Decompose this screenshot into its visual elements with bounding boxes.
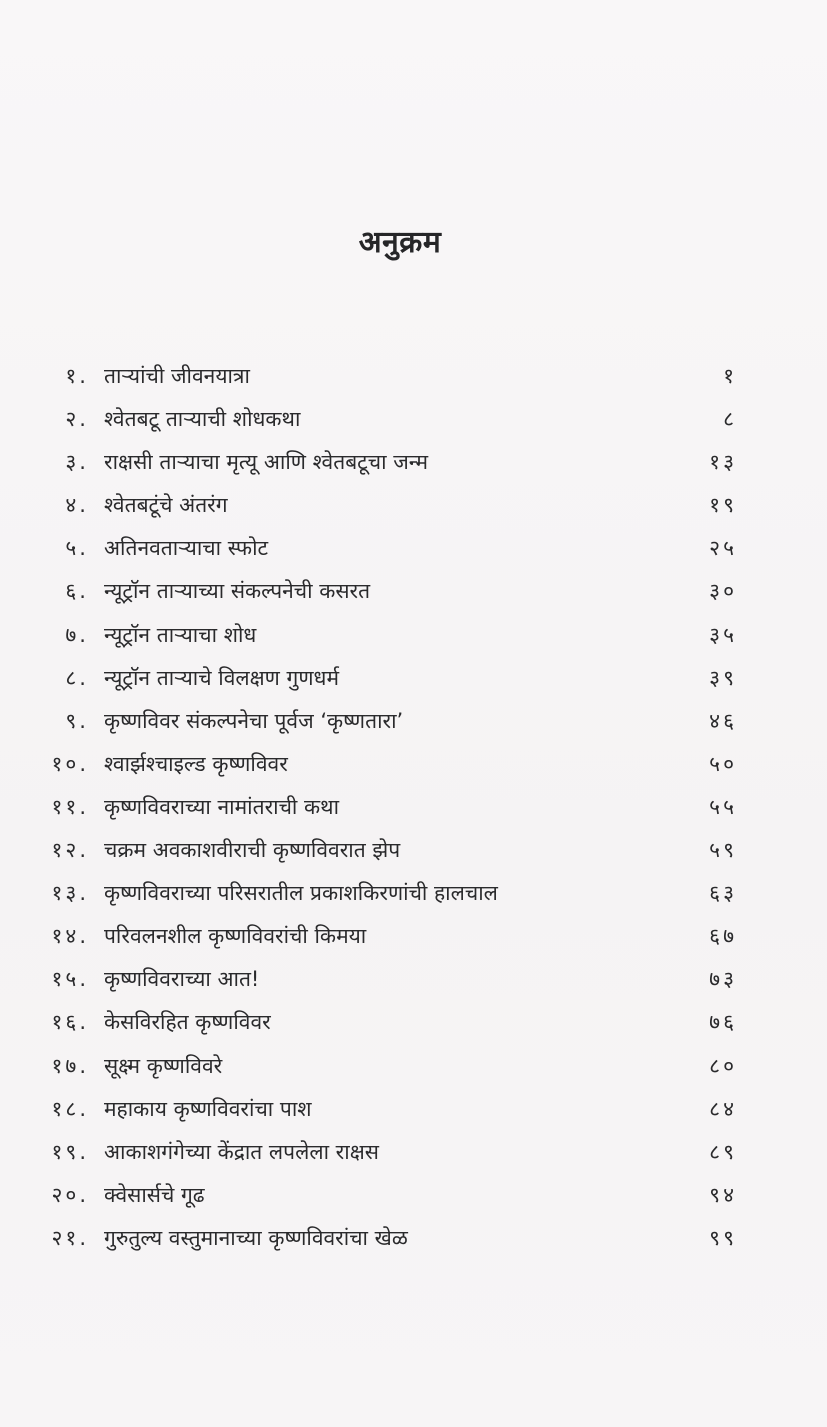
chapter-number: १७. xyxy=(51,1053,89,1078)
chapter-number: २१. xyxy=(51,1225,89,1250)
page-number: ४६ xyxy=(709,708,737,733)
toc-row xyxy=(0,786,827,829)
page-number: २५ xyxy=(709,536,737,561)
toc-row xyxy=(0,958,827,1001)
toc-row xyxy=(0,1174,827,1217)
chapter-title: सूक्ष्म कृष्णविवरे xyxy=(104,1053,223,1078)
page-number: १ xyxy=(723,364,737,388)
chapter-title: श्वार्झश्चाइल्ड कृष्णविवर xyxy=(104,751,288,776)
page-number: ५५ xyxy=(709,794,737,819)
toc-row xyxy=(0,1045,827,1088)
chapter-number: १६. xyxy=(51,1010,89,1035)
chapter-title: राक्षसी ताऱ्याचा मृत्यू आणि श्वेतबटूचा जन्म xyxy=(104,450,429,475)
toc-row xyxy=(0,700,827,743)
chapter-title: न्यूट्रॉन ताऱ्याच्या संकल्पनेची कसरत xyxy=(104,579,371,604)
page-number: ६७ xyxy=(709,924,737,949)
chapter-number: १३. xyxy=(51,881,89,906)
page-number: ८० xyxy=(709,1053,737,1078)
toc-row xyxy=(0,915,827,958)
chapter-number: ९. xyxy=(65,708,89,733)
chapter-title: महाकाय कृष्णविवरांचा पाश xyxy=(104,1096,312,1121)
page-number: ९४ xyxy=(709,1182,737,1207)
page-number: ३० xyxy=(709,579,737,604)
page-number: ६३ xyxy=(709,881,737,906)
toc-row xyxy=(0,829,827,872)
chapter-title: आकाशगंगेच्या केंद्रात लपलेला राक्षस xyxy=(104,1139,379,1164)
page-number: १३ xyxy=(709,450,737,475)
chapter-number: ३. xyxy=(65,450,89,475)
chapter-number: २०. xyxy=(51,1182,89,1207)
chapter-title: कृष्णविवराच्या नामांतराची कथा xyxy=(104,794,340,819)
toc-row xyxy=(0,1088,827,1131)
toc-row xyxy=(0,527,827,570)
page-number: ७३ xyxy=(709,967,737,992)
toc-row xyxy=(0,355,827,398)
page-number: ३५ xyxy=(709,622,737,647)
chapter-number: १९. xyxy=(51,1139,89,1164)
toc-row xyxy=(0,1131,827,1174)
chapter-title: ताऱ्यांची जीवनयात्रा xyxy=(104,364,250,388)
chapter-number: १५. xyxy=(51,967,89,992)
chapter-title: क्वेसार्सचे गूढ xyxy=(104,1182,205,1207)
toc-row xyxy=(0,1217,827,1260)
chapter-title: कृष्णविवराच्या परिसरातील प्रकाशकिरणांची हालचाल xyxy=(104,881,498,906)
chapter-title: गुरुतुल्य वस्तुमानाच्या कृष्णविवरांचा खेळ xyxy=(104,1225,408,1250)
chapter-number: ११. xyxy=(51,794,89,819)
toc-row xyxy=(0,1001,827,1044)
chapter-title: परिवलनशील कृष्णविवरांची किमया xyxy=(104,924,367,949)
chapter-title: श्वेतबटूंचे अंतरंग xyxy=(104,493,228,518)
page-number: ९९ xyxy=(709,1225,737,1250)
toc-row xyxy=(0,570,827,613)
chapter-title: कृष्णविवराच्या आत! xyxy=(104,967,260,992)
chapter-title: कृष्णविवर संकल्पनेचा पूर्वज ‘कृष्णतारा’ xyxy=(104,708,404,733)
chapter-number: ७. xyxy=(65,622,89,647)
page-number: ३९ xyxy=(709,665,737,690)
chapter-title: केसविरहित कृष्णविवर xyxy=(104,1010,271,1035)
chapter-number: १४. xyxy=(51,924,89,949)
page-number: १९ xyxy=(709,493,737,518)
chapter-title: श्वेतबटू ताऱ्याची शोधकथा xyxy=(104,407,301,432)
toc-row xyxy=(0,872,827,915)
chapter-title: न्यूट्रॉन ताऱ्याचे विलक्षण गुणधर्म xyxy=(104,665,340,690)
table-of-contents xyxy=(0,355,827,1260)
page-number: ८४ xyxy=(709,1096,737,1121)
chapter-number: ५. xyxy=(65,536,89,561)
page-number: ५९ xyxy=(709,838,737,863)
toc-row xyxy=(0,441,827,484)
chapter-title: न्यूट्रॉन ताऱ्याचा शोध xyxy=(104,622,257,647)
chapter-number: १२. xyxy=(51,838,89,863)
toc-row xyxy=(0,614,827,657)
chapter-title: चक्रम अवकाशवीराची कृष्णविवरात झेप xyxy=(104,838,401,863)
chapter-number: ४. xyxy=(65,493,89,518)
page-number: ८ xyxy=(723,407,737,432)
page-number: ५० xyxy=(709,751,737,776)
page-number: ८९ xyxy=(709,1139,737,1164)
page-number: ७६ xyxy=(709,1010,737,1035)
chapter-number: १०. xyxy=(51,751,89,776)
toc-row xyxy=(0,657,827,700)
toc-row xyxy=(0,484,827,527)
toc-row xyxy=(0,398,827,441)
chapter-number: १८. xyxy=(51,1096,89,1121)
chapter-number: ८. xyxy=(65,665,89,690)
chapter-number: १. xyxy=(65,364,89,388)
toc-row xyxy=(0,743,827,786)
page-title: अनुक्रम xyxy=(358,225,442,260)
chapter-number: २. xyxy=(65,407,89,432)
chapter-number: ६. xyxy=(65,579,89,604)
chapter-title: अतिनवताऱ्याचा स्फोट xyxy=(104,536,269,561)
